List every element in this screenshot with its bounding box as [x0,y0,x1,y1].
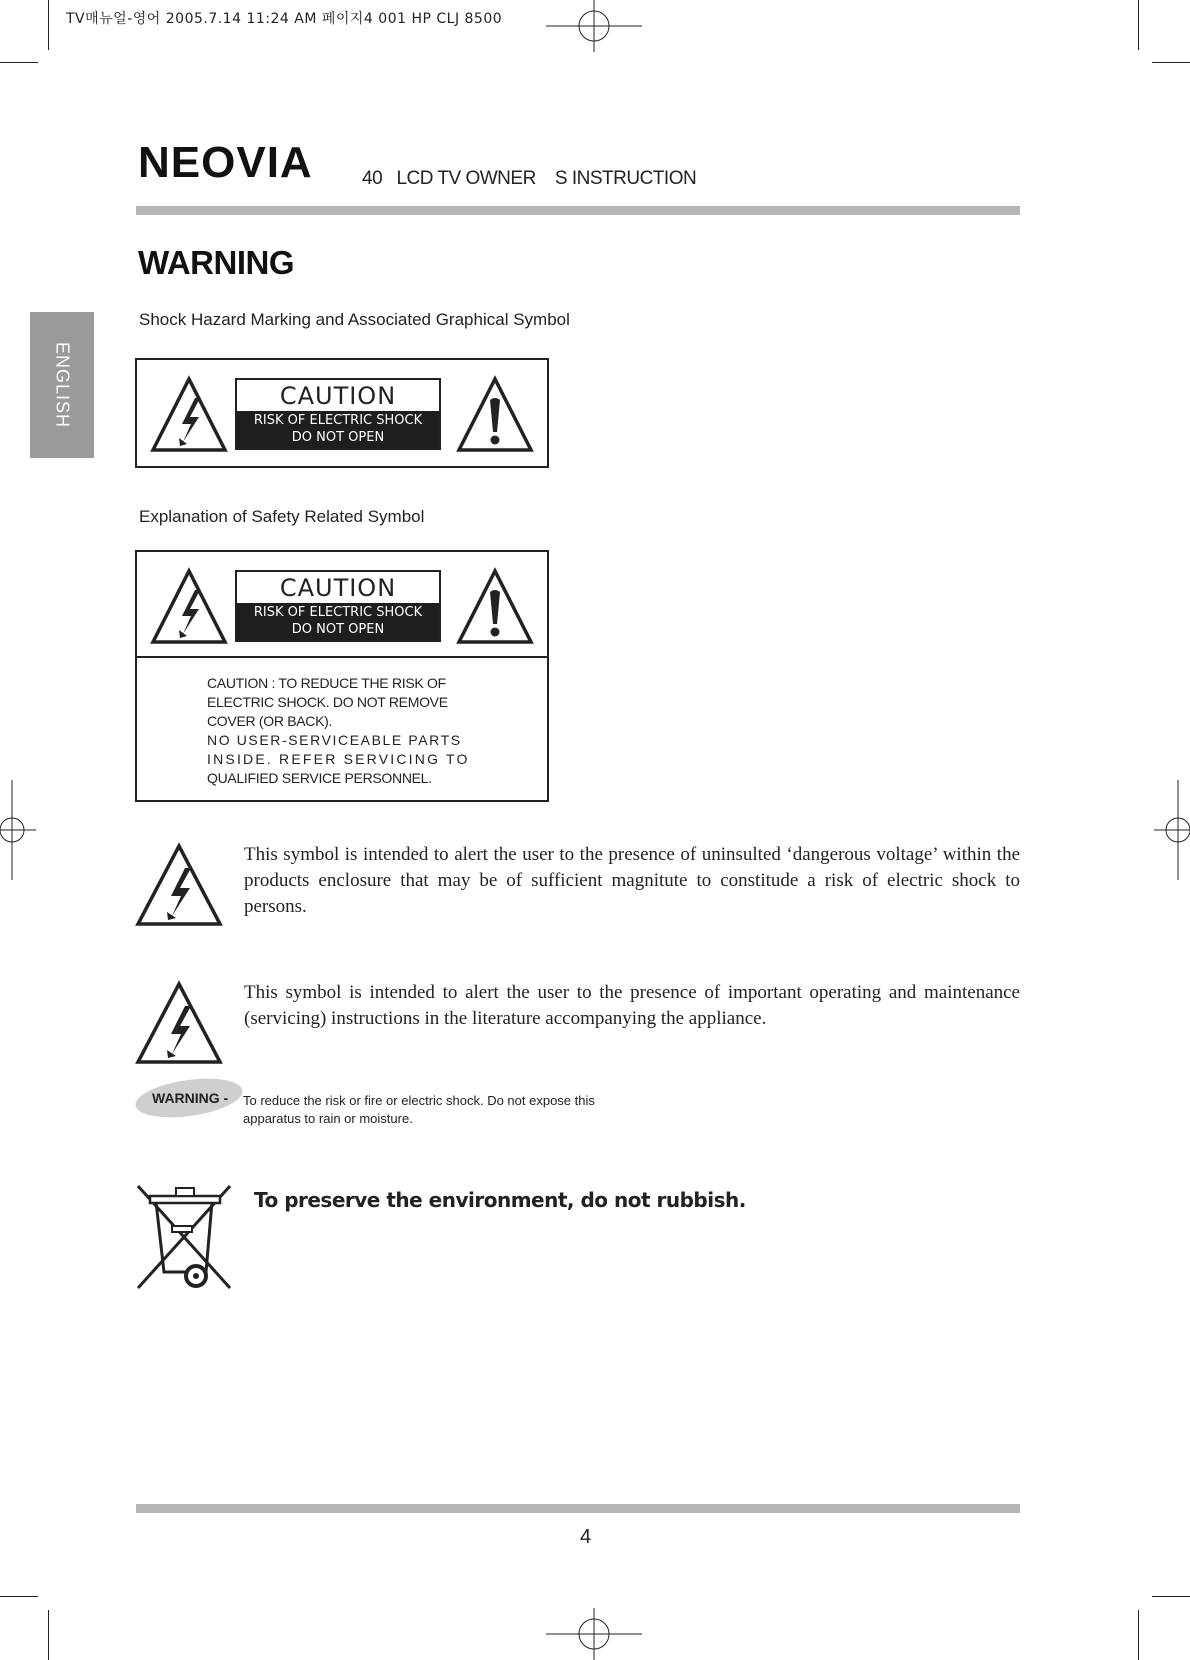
footer-rule [136,1504,1020,1513]
caution-text-line: INSIDE. REFER SERVICING TO [207,751,470,767]
caution-plate-warning [237,411,439,448]
registration-mark-top [546,0,642,54]
crop-mark [1152,1596,1190,1597]
brand-logo: NEOVIA [138,138,313,187]
exclamation-triangle-icon [455,374,535,454]
language-label: ENGLISH [52,341,73,429]
lightning-triangle-icon [134,842,224,928]
document-subtitle: 40 LCD TV OWNER S INSTRUCTION [362,168,697,189]
registration-mark-right [1154,780,1190,880]
environment-message: To preserve the environment, do not rubbish. [254,1188,746,1212]
language-side-tab [30,312,94,458]
print-header: TV매뉴얼-영어 2005.7.14 11:24 AM 페이지4 001 HP CLJ 8500 [66,11,503,27]
registration-mark-left [0,780,36,880]
caution-text [207,674,475,788]
header-rule [136,206,1020,215]
crop-mark [0,1596,38,1597]
lightning-triangle-icon [149,374,229,454]
crop-mark [1138,1610,1139,1660]
caution-plate [235,570,441,642]
crossed-out-bin-icon [134,1180,236,1292]
caution-text-line: QUALIFIED SERVICE PERSONNEL. [207,770,432,786]
page-number: 4 [580,1526,592,1548]
section-title: WARNING [138,244,294,281]
lightning-triangle-icon [134,980,224,1066]
caution-plate-warning [237,603,439,640]
exclamation-triangle-icon [455,566,535,646]
caution-text-block [137,662,547,800]
caution-text-line: CAUTION : TO REDUCE THE RISK OF [207,675,446,691]
caution-plate-title: CAUTION [279,574,397,602]
caution-plate-line: RISK OF ELECTRIC SHOCK [253,413,423,428]
caution-text-line: ELECTRIC SHOCK. DO NOT REMOVE [207,694,448,710]
symbol-description: This symbol is intended to alert the user to the presence of important operating and maintenance (servicing) instructions in the literature accompanying the appliance. [244,982,1020,1029]
crop-mark [48,1610,49,1660]
shock-marking-label: Shock Hazard Marking and Associated Graphical Symbol [139,310,570,329]
crop-mark [48,0,49,50]
lightning-triangle-icon [149,566,229,646]
caution-plate-line: RISK OF ELECTRIC SHOCK [253,605,423,620]
caution-text-line: COVER (OR BACK). [207,713,333,729]
explanation-label: Explanation of Safety Related Symbol [139,507,425,526]
caution-text-line: NO USER-SERVICEABLE PARTS [207,732,462,748]
warning-word: WARNING - [152,1090,229,1106]
panel-divider [135,656,549,658]
registration-mark-bottom [546,1608,642,1660]
caution-plate-line: DO NOT OPEN [291,430,385,445]
crop-mark [1138,0,1139,50]
caution-plate-line: DO NOT OPEN [291,622,385,637]
crop-mark [1152,62,1190,63]
symbol-description: This symbol is intended to alert the user to the presence of uninsulted ‘dangerous voltage’ within the products enclosure that may be of sufficient magnitute to constitude a risk of electric shock to persons. [244,844,1020,917]
caution-plate [235,378,441,450]
crop-mark [0,62,38,63]
explanation-panel [135,550,549,802]
caution-plate-title: CAUTION [279,382,397,410]
shock-marking-panel [135,358,549,468]
warning-text: To reduce the risk or fire or electric shock. Do not expose this apparatus to rain or moisture. [243,1093,595,1126]
